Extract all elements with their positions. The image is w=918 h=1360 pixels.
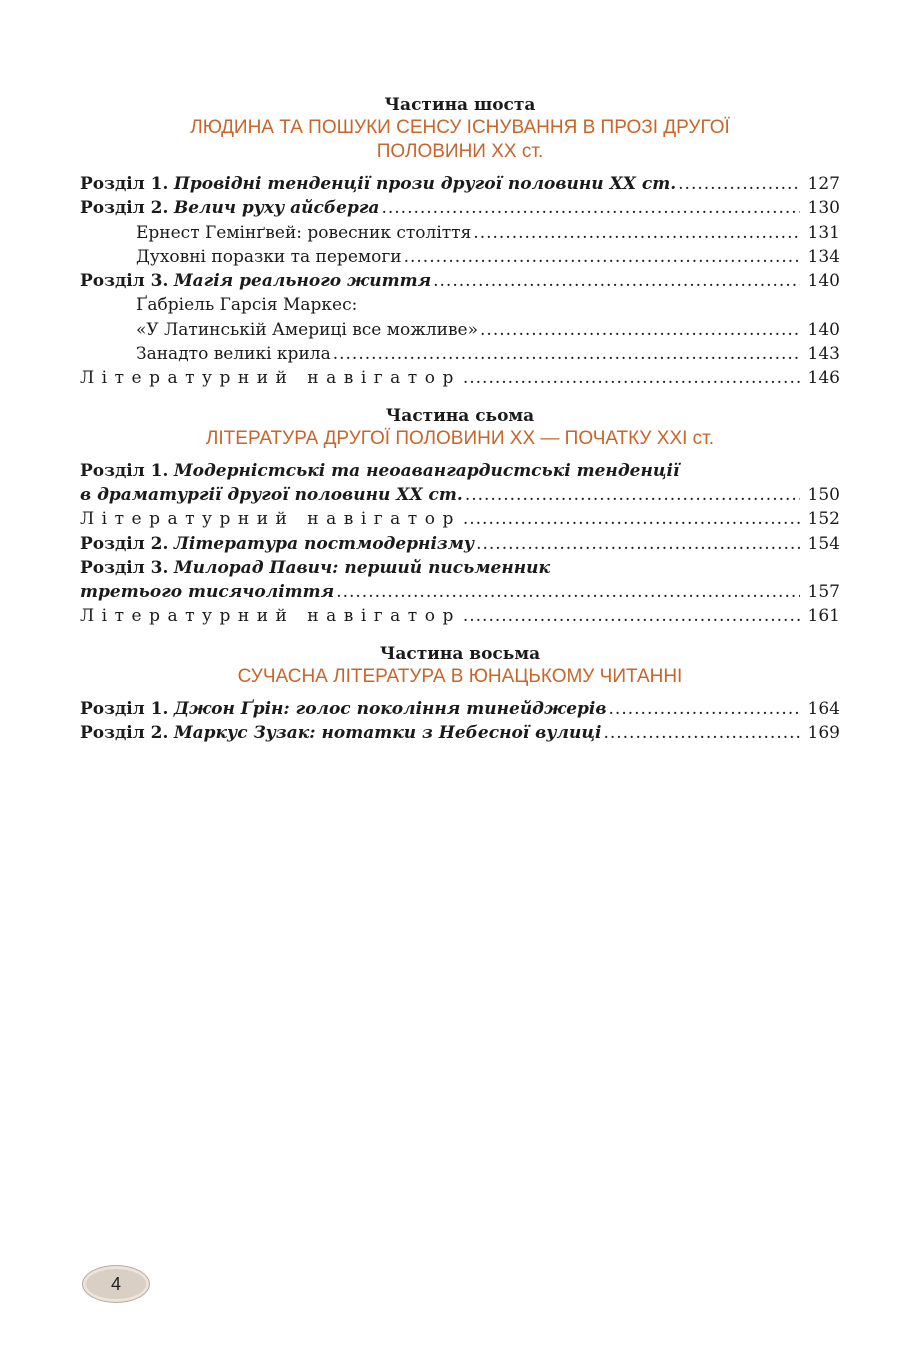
toc-entry[interactable]: Розділ 3. Магія реального життя ..... 140 [80, 269, 840, 293]
page-number: 150 [807, 484, 840, 505]
toc-entry[interactable]: Розділ 3. Милорад Павич: перший письменник [80, 557, 550, 578]
dot-leader [463, 366, 800, 390]
dot-leader [433, 269, 800, 293]
toc-entry[interactable]: Ернест Гемінґвей: ровесник століття ..... 131 [80, 221, 840, 245]
dot-leader [473, 221, 800, 245]
dot-leader [381, 196, 800, 220]
dot-leader [463, 604, 800, 628]
part-7 [80, 405, 840, 629]
dot-leader [678, 172, 800, 196]
page-number: 130 [807, 198, 840, 219]
toc-entry[interactable]: Розділ 2. Маркус Зузак: нотатки з Небесної вулиці ..... 169 [80, 721, 840, 745]
page-number: 131 [807, 222, 840, 243]
toc-entry[interactable]: Духовні поразки та перемоги ..... 134 [80, 245, 840, 269]
dot-leader [463, 507, 800, 531]
toc-entry[interactable]: Розділ 1. Модерністські та неоавангардистські тенденції [80, 460, 680, 481]
page-number: 154 [807, 533, 840, 554]
page-number: 127 [807, 174, 840, 194]
dot-leader [336, 580, 800, 604]
toc-entry[interactable]: Розділ 1. Джон Ґрін: голос покоління тинейджерів ..... 164 [80, 697, 840, 721]
page-number: 157 [807, 582, 840, 603]
table-of-contents [80, 94, 840, 759]
part-title: СУЧАСНА ЛІТЕРАТУРА В ЮНАЦЬКОМУ ЧИТАННІ [237, 665, 683, 687]
dot-leader [603, 721, 800, 745]
toc-entry[interactable]: Розділ 1. Провідні тенденції прози другої половини ХХ ст. ..... 127 [80, 172, 840, 196]
page-number: 164 [807, 698, 840, 719]
dot-leader [476, 532, 800, 556]
page-number: 143 [807, 344, 840, 365]
toc-entry[interactable]: Занадто великі крила ..... 143 [80, 342, 840, 366]
page-number-badge: 4 [82, 1265, 150, 1303]
toc-entry[interactable]: Літературний навігатор ..... 161 [80, 604, 840, 628]
page-number: 169 [807, 723, 840, 744]
toc-entry[interactable]: Розділ 2. Література постмодернізму ..... 154 [80, 532, 840, 556]
page-number: 134 [807, 246, 840, 267]
page-number: 140 [807, 319, 840, 340]
dot-leader [480, 318, 800, 342]
page-number: 140 [807, 271, 840, 292]
part-8 [80, 643, 840, 746]
part-title: ЛІТЕРАТУРА ДРУГОЇ ПОЛОВИНИ ХХ — ПОЧАТКУ ХХІ ст. [205, 427, 715, 449]
page-number: 152 [807, 509, 840, 530]
part-6 [80, 94, 840, 391]
dot-leader [333, 342, 800, 366]
page-number: 161 [807, 606, 840, 627]
toc-entry[interactable]: «У Латинській Америці все можливе» ..... 140 [80, 318, 840, 342]
part-label: Частина шоста [384, 95, 536, 115]
page-number: 146 [807, 368, 840, 389]
part-title: ЛЮДИНА ТА ПОШУКИ СЕНСУ ІСНУВАННЯ В ПРОЗІ ДРУГОЇ ПОЛОВИНИ ХХ ст. [190, 117, 730, 162]
part-label: Частина сьома [385, 405, 535, 426]
toc-entry[interactable]: третього тисячоліття ..... 157 [80, 580, 840, 604]
part-label: Частина восьма [379, 643, 541, 664]
toc-entry[interactable]: Розділ 2. Велич руху айсберга ..... 130 [80, 196, 840, 220]
toc-entry[interactable]: Літературний навігатор ..... 146 [80, 366, 840, 390]
dot-leader [609, 697, 800, 721]
toc-entry[interactable]: Ґабріель Гарсія Маркес: [136, 295, 358, 316]
toc-entry[interactable]: в драматургії другої половини ХХ ст. ..... 150 [80, 483, 840, 507]
dot-leader [465, 483, 800, 507]
toc-entry[interactable]: Літературний навігатор ..... 152 [80, 507, 840, 531]
dot-leader [404, 245, 800, 269]
